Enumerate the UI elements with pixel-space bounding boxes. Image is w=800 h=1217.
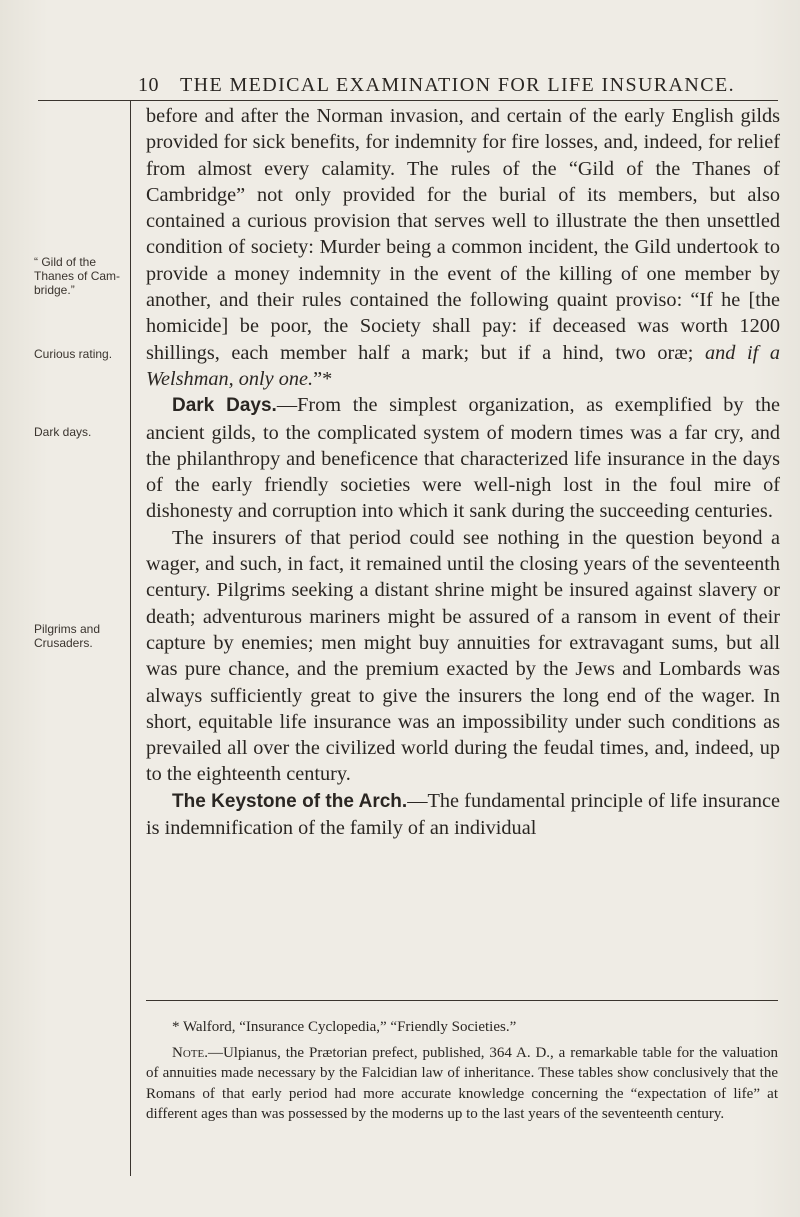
page-number: 10 [138,74,159,96]
running-head [0,74,800,98]
sidenote-dark-days: Dark days. [34,425,92,439]
footnotes [146,1017,778,1124]
paragraph-keystone-text: —The fundamental principle of life insurance is indemnification of the family of an individual [146,789,781,840]
note-text: —Ulpianus, the Prætorian prefect, published, 364 A. D., a remarkable table for the valuation of annuities made necessary by the Falcidian law of inheritance. These tables show conclusively that the Romans of that early period had more accurate knowledge concerning the “expectation of life” at different ages than was possessed by the moderns up to the last years of the seventeenth century. [146,1045,778,1122]
welshman-italic: and if a Welshman, only one. [146,341,780,390]
margin-rule [130,100,131,1176]
sidenote-pilgrims-crusaders: Pilgrims and Crusaders. [34,622,101,650]
paragraph-dark-days [146,392,780,524]
header-rule [38,100,778,101]
note-label: Note. [172,1045,208,1062]
paragraph-gilds [146,103,780,392]
footnote-marker: ”* [313,367,333,390]
paragraph-dark-days-text: —From the simplest organization, as exemplified by the ancient gilds, to the complicated system of modern times was a far cry, and the philanthropy and beneficence that characterized life insurance in the days of the early friendly societies were well-nigh lost in the foul mire of dishonesty and corruption into which it sank during the succeeding centuries. [146,394,780,523]
page-title: THE MEDICAL EXAMINATION FOR LIFE INSURANCE. [180,74,735,96]
footnote-note [146,1043,778,1124]
footnote-walford: * Walford, “Insurance Cyclopedia,” “Friendly Societies.” [172,1019,517,1035]
paragraph-keystone [146,788,780,842]
sidenote-curious-rating: Curious rating. [34,347,113,361]
dark-days-heading: Dark Days. [172,395,277,417]
body-text [146,103,780,841]
paragraph-gilds-text: before and after the Norman invasion, and certain of the early English gilds provided for sick benefits, for indemnity for fire losses, and, indeed, for relief from almost every calamity. The rules of the “Gild of the Thanes of Cambridge” not only provided for the burial of its members, but also contained a curious provision that serves well to illustrate the then unsettled condition of society: Murder being a common incident, the Gild undertook to provide a money indemnity in the event of the killing of one member by another, and their rules contained the following quaint proviso: “If he [the homicide] be poor, the Society shall pay: if deceased was worth 1200 shillings, each member half a mark; but if a hind, two oræ; [146,105,780,364]
sidenote-gild-of-thanes: “ Gild of the Thanes of Cam- bridge.” [34,255,121,297]
keystone-heading: The Keystone of the Arch. [172,790,408,812]
footnote-rule [146,1000,778,1001]
paragraph-insurers: The insurers of that period could see nothing in the question beyond a wager, and such, in fact, it remained until the closing years of the seventeenth century. Pilgrims seeking a distant shrine might be insured against slavery or death; adventurous mariners might be assured of a ransom in event of their capture by enemies; men might buy annuities for extravagant sums, but all was pure chance, and the premium exacted by the Jews and Lombards was always sufficiently great to give the insurers the long end of the wager. In short, equitable life insurance was an impossibility under such conditions as prevailed all over the civilized world during the feudal times, and, indeed, up to the eighteenth century. [146,526,780,786]
